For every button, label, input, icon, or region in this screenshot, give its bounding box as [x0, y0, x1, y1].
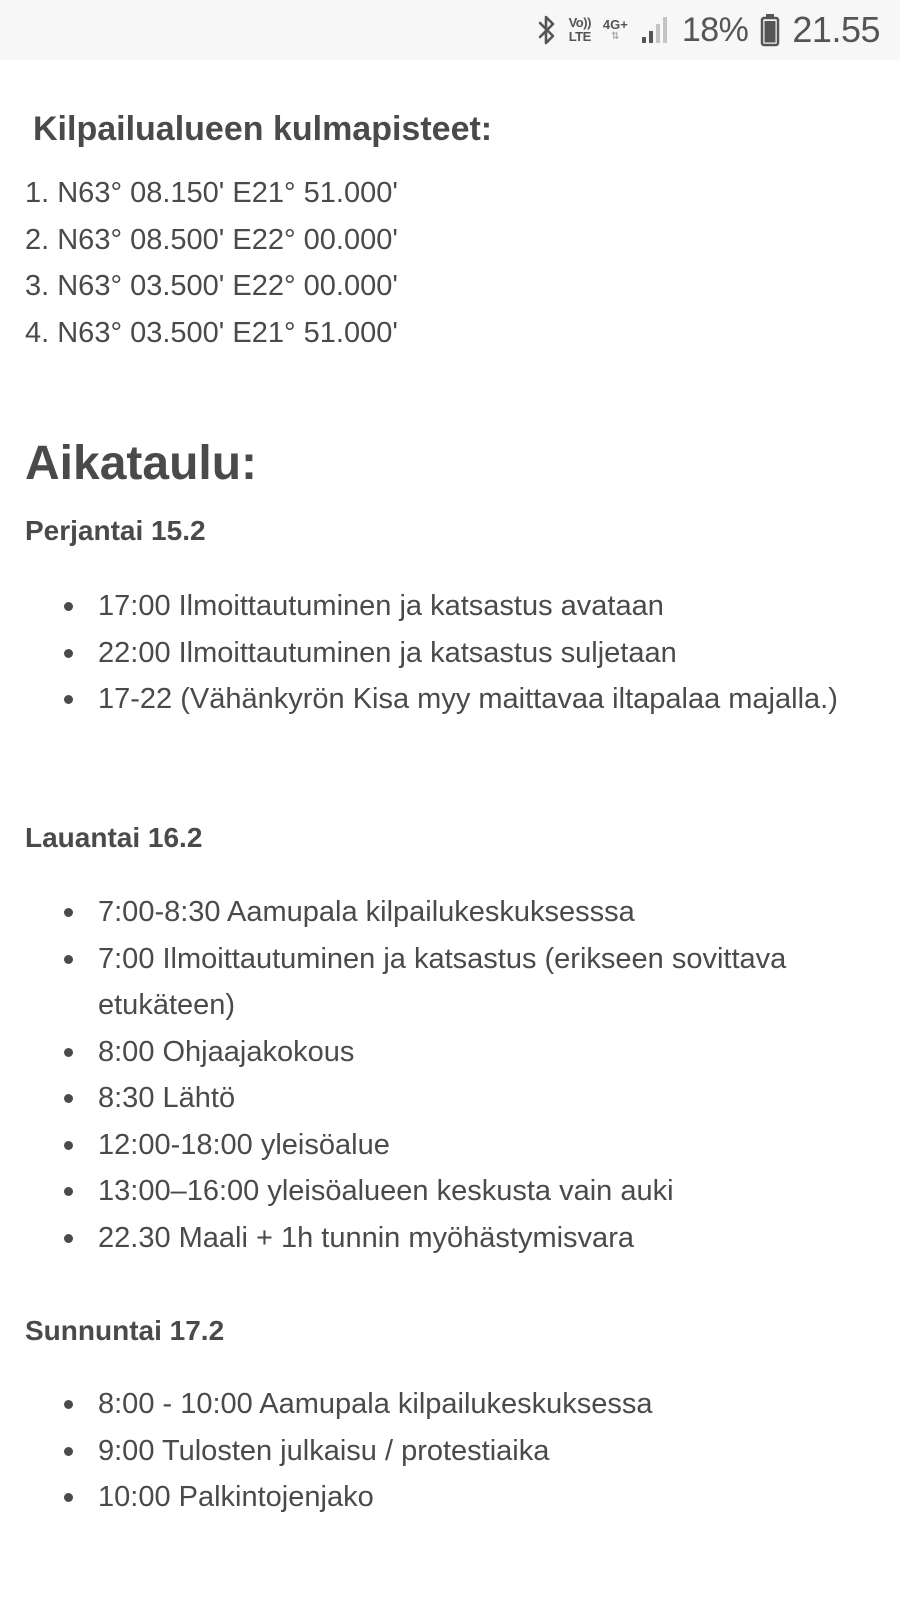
event-text: 7:00-8:30 Aamupala kilpailukeskuksesssa [98, 896, 635, 928]
list-item [25, 1122, 855, 1169]
volte-top-label: Vo)) [568, 15, 591, 30]
list-item [25, 1215, 855, 1262]
battery-icon [760, 13, 780, 47]
list-item [25, 583, 855, 630]
bullet-icon [64, 1493, 73, 1502]
list-item [25, 1029, 855, 1076]
bullet-icon [64, 1234, 73, 1243]
status-bar [0, 0, 900, 60]
signal-icon [640, 15, 670, 45]
corner-points-list [25, 170, 398, 356]
event-text: 22:00 Ilmoittautuminen ja katsastus suljetaan [98, 636, 677, 669]
volte-indicator [569, 16, 591, 44]
list-item [25, 889, 855, 936]
list-item [25, 1474, 855, 1521]
list-item [25, 1381, 855, 1428]
bullet-icon [64, 908, 73, 917]
volte-bottom-label: LTE [568, 29, 591, 44]
corners-heading: Kilpailualueen kulmapisteet: [33, 110, 493, 148]
bullet-icon [64, 1094, 73, 1103]
event-text: 8:00 - 10:00 Aamupala kilpailukeskuksessa [98, 1388, 653, 1420]
events-list-sunday [25, 1381, 855, 1521]
day-title-saturday: Lauantai 16.2 [25, 822, 203, 853]
corner-point: 3. N63° 03.500' E22° 00.000' [25, 270, 398, 302]
event-text: 17-22 (Vähänkyrön Kisa myy maittavaa iltapalaa majalla.) [98, 683, 838, 715]
list-item [25, 1428, 855, 1475]
event-text: 10:00 Palkintojenjako [98, 1481, 374, 1513]
clock: 21.55 [792, 9, 880, 50]
list-item [25, 936, 855, 1029]
bullet-icon [64, 602, 73, 611]
battery-percent: 18% [681, 10, 749, 49]
event-text: 13:00–16:00 yleisöalueen keskusta vain auki [98, 1175, 674, 1207]
event-text: 9:00 Tulosten julkaisu / protestiaika [98, 1434, 550, 1467]
corner-point: 2. N63° 08.500' E22° 00.000' [25, 223, 398, 256]
day-title-sunday: Sunnuntai 17.2 [25, 1315, 225, 1346]
event-text: 7:00 Ilmoittautuminen ja katsastus (erikseen sovittava etukäteen) [98, 942, 787, 1021]
event-text: 8:30 Lähtö [98, 1082, 236, 1114]
event-text: 17:00 Ilmoittautuminen ja katsastus avataan [98, 590, 664, 622]
event-text: 12:00-18:00 yleisöalue [98, 1128, 390, 1161]
bluetooth-icon [537, 14, 557, 46]
corner-point: 1. N63° 08.150' E21° 51.000' [25, 177, 398, 209]
event-text: 22.30 Maali + 1h tunnin myöhästymisvara [98, 1221, 634, 1254]
bullet-icon [64, 649, 73, 658]
network-type-label: 4G+ [602, 17, 628, 32]
bullet-icon [64, 1141, 73, 1150]
list-item [25, 630, 855, 677]
events-list-saturday [25, 889, 855, 1261]
list-item [25, 1075, 855, 1122]
day-title-friday: Perjantai 15.2 [25, 515, 206, 546]
network-indicator [603, 18, 628, 42]
bullet-icon [64, 1048, 73, 1057]
event-text: 8:00 Ohjaajakokous [98, 1035, 355, 1068]
bullet-icon [64, 695, 73, 704]
bullet-icon [64, 1187, 73, 1196]
schedule-heading: Aikataulu: [25, 437, 258, 490]
bullet-icon [64, 955, 73, 964]
corner-point: 4. N63° 03.500' E21° 51.000' [25, 316, 398, 349]
bullet-icon [64, 1400, 73, 1409]
data-arrows-icon: ⇅ [611, 31, 620, 42]
bullet-icon [64, 1447, 73, 1456]
list-item [25, 1168, 855, 1215]
events-list-friday [25, 583, 855, 723]
list-item [25, 676, 855, 723]
